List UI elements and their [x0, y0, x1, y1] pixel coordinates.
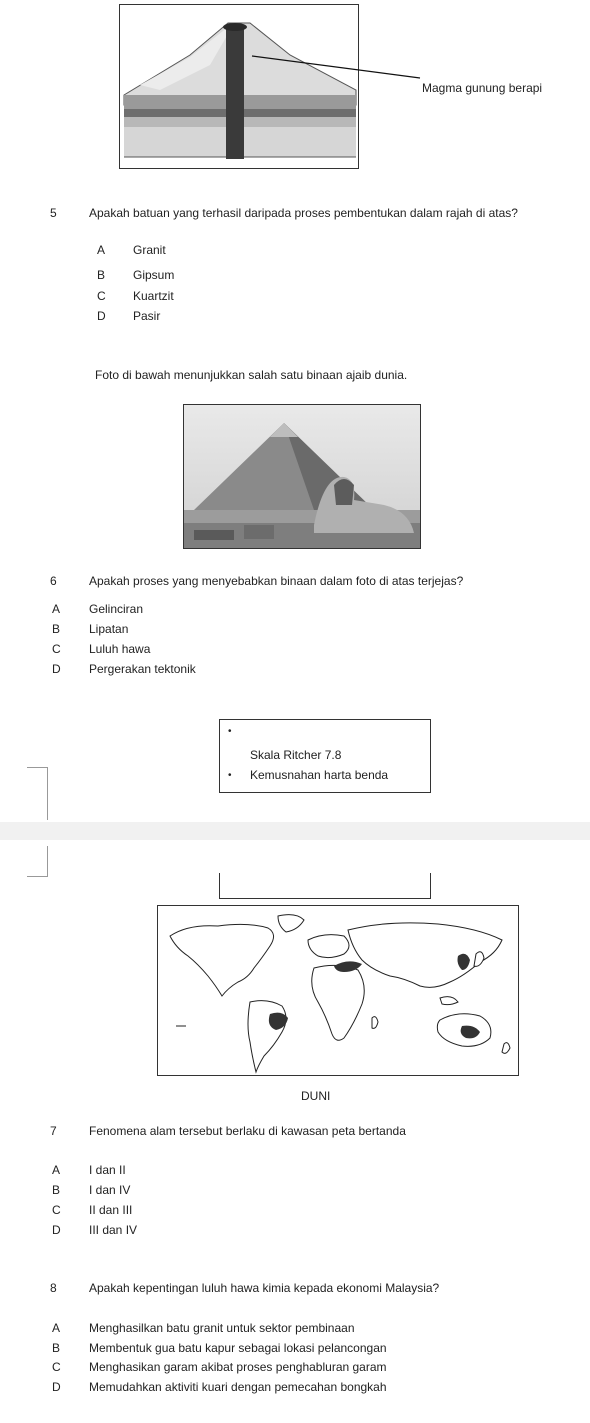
- q5-option-a-letter[interactable]: A: [97, 243, 106, 257]
- volcano-cross-section-icon: [120, 5, 358, 168]
- q6-number: 6: [50, 574, 57, 588]
- page-break: [0, 822, 590, 840]
- world-map: [157, 905, 519, 1076]
- q6-option-a-letter[interactable]: A: [52, 602, 61, 616]
- q8-option-c-text[interactable]: Menghasikan garam akibat proses penghabluran garam: [89, 1360, 387, 1374]
- magma-label: Magma gunung berapi: [422, 81, 543, 95]
- continued-box: [219, 873, 431, 899]
- q8-option-c-letter[interactable]: C: [52, 1360, 61, 1374]
- q5-number: 5: [50, 206, 57, 220]
- q7-option-d-text[interactable]: III dan IV: [89, 1223, 138, 1237]
- info-line-1: Skala Ritcher 7.8: [250, 748, 342, 762]
- q6-question: Apakah proses yang menyebabkan binaan dalam foto di atas terjejas?: [89, 574, 464, 588]
- q7-option-c-letter[interactable]: C: [52, 1203, 61, 1217]
- page-corner-top: [27, 767, 48, 820]
- info-bullet-1: •: [228, 726, 232, 737]
- q6-option-c-text[interactable]: Luluh hawa: [89, 642, 151, 656]
- volcano-figure: [119, 4, 359, 169]
- pointer-line: [250, 52, 425, 82]
- q8-option-d-text[interactable]: Memudahkan aktiviti kuari dengan pemecahan bongkah: [89, 1380, 387, 1394]
- q6-intro: Foto di bawah menunjukkan salah satu binaan ajaib dunia.: [95, 368, 408, 382]
- q5-option-a-text[interactable]: Granit: [133, 243, 166, 257]
- q6-option-b-letter[interactable]: B: [52, 622, 61, 636]
- map-caption: DUNI: [301, 1089, 331, 1103]
- q6-option-d-text[interactable]: Pergerakan tektonik: [89, 662, 196, 676]
- q5-option-b-text[interactable]: Gipsum: [133, 268, 175, 282]
- q8-option-b-text[interactable]: Membentuk gua batu kapur sebagai lokasi pelancongan: [89, 1341, 387, 1355]
- q6-option-b-text[interactable]: Lipatan: [89, 622, 129, 636]
- info-box: [219, 719, 431, 793]
- world-map-icon: [158, 906, 518, 1075]
- q8-number: 8: [50, 1281, 57, 1295]
- q5-option-c-text[interactable]: Kuartzit: [133, 289, 174, 303]
- q6-option-d-letter[interactable]: D: [52, 662, 61, 676]
- q8-option-a-text[interactable]: Menghasilkan batu granit untuk sektor pembinaan: [89, 1321, 355, 1335]
- q7-question: Fenomena alam tersebut berlaku di kawasan peta bertanda: [89, 1124, 406, 1138]
- q5-option-c-letter[interactable]: C: [97, 289, 106, 303]
- q7-option-b-letter[interactable]: B: [52, 1183, 61, 1197]
- info-bullet-2: •: [228, 770, 232, 781]
- q7-option-d-letter[interactable]: D: [52, 1223, 61, 1237]
- q7-option-c-text[interactable]: II dan III: [89, 1203, 133, 1217]
- q8-option-a-letter[interactable]: A: [52, 1321, 61, 1335]
- q8-option-d-letter[interactable]: D: [52, 1380, 61, 1394]
- pyramid-photo: [183, 404, 421, 549]
- q8-question: Apakah kepentingan luluh hawa kimia kepada ekonomi Malaysia?: [89, 1281, 440, 1295]
- q5-option-d-text[interactable]: Pasir: [133, 309, 161, 323]
- q5-question: Apakah batuan yang terhasil daripada proses pembentukan dalam rajah di atas?: [89, 206, 518, 220]
- q7-option-b-text[interactable]: I dan IV: [89, 1183, 131, 1197]
- q7-number: 7: [50, 1124, 57, 1138]
- info-line-2: Kemusnahan harta benda: [250, 768, 389, 782]
- q6-option-a-text[interactable]: Gelinciran: [89, 602, 144, 616]
- q5-option-b-letter[interactable]: B: [97, 268, 106, 282]
- q7-option-a-letter[interactable]: A: [52, 1163, 61, 1177]
- q5-option-d-letter[interactable]: D: [97, 309, 106, 323]
- q6-option-c-letter[interactable]: C: [52, 642, 61, 656]
- page-corner-bottom: [27, 846, 48, 877]
- q7-option-a-text[interactable]: I dan II: [89, 1163, 126, 1177]
- pyramid-sphinx-photo-icon: [184, 405, 420, 548]
- q8-option-b-letter[interactable]: B: [52, 1341, 61, 1355]
